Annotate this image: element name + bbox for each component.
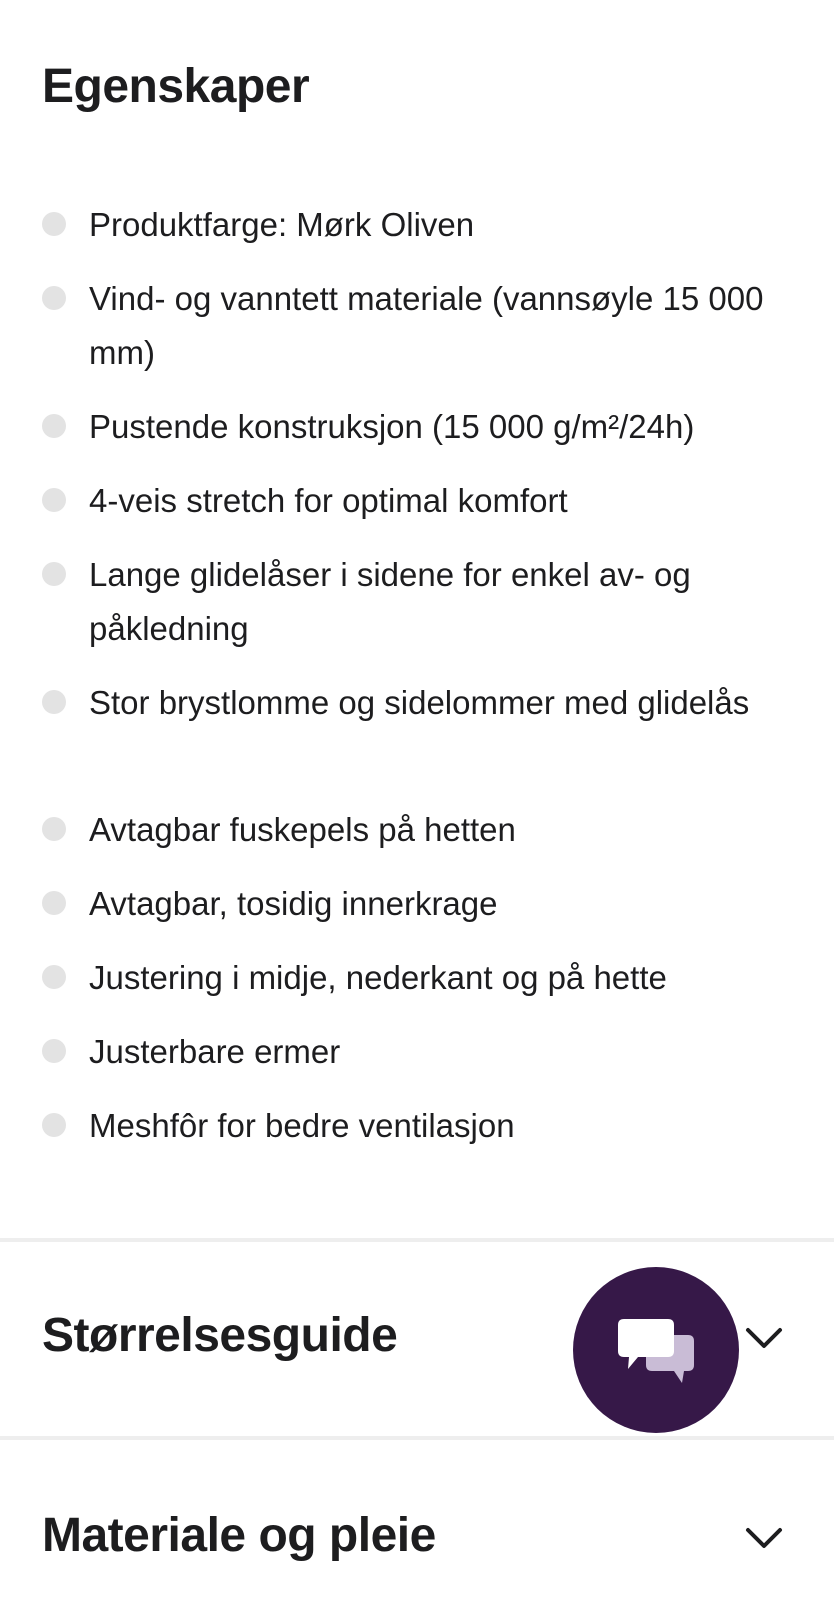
accordion-title: Materiale og pleie (42, 1509, 436, 1562)
chat-bubbles-icon (616, 1313, 698, 1385)
bullet-icon (42, 817, 66, 841)
bullet-icon (42, 562, 66, 586)
bullet-icon (42, 1039, 66, 1063)
bullet-icon (42, 891, 66, 915)
bullet-icon (42, 1113, 66, 1137)
feature-text: Stor brystlomme og sidelommer med glidelås (89, 684, 750, 721)
bullet-icon (42, 488, 66, 512)
feature-text: Vind- og vanntett materiale (vannsøyle 15 000 mm) (89, 280, 764, 371)
feature-text: Meshfôr for bedre ventilasjon (89, 1107, 515, 1144)
feature-text: Justering i midje, nederkant og på hette (89, 959, 667, 996)
feature-text: Avtagbar, tosidig innerkrage (89, 885, 498, 922)
feature-text: Avtagbar fuskepels på hetten (89, 811, 516, 848)
bullet-icon (42, 212, 66, 236)
bullet-icon (42, 965, 66, 989)
features-title: Egenskaper (42, 60, 310, 113)
feature-text: Justerbare ermer (89, 1033, 341, 1070)
feature-text: Lange glidelåser i sidene for enkel av- og påkledning (89, 556, 691, 647)
accordion-material-care[interactable] (0, 1440, 834, 1600)
feature-text: 4-veis stretch for optimal komfort (89, 482, 568, 519)
feature-text: Pustende konstruksjon (15 000 g/m²/24h) (89, 408, 695, 445)
accordion-title: Størrelsesguide (42, 1309, 398, 1362)
chevron-down-icon[interactable] (744, 1526, 784, 1552)
bullet-icon (42, 286, 66, 310)
feature-text: Produktfarge: Mørk Oliven (89, 206, 475, 243)
bullet-icon (42, 414, 66, 438)
chevron-down-icon[interactable] (744, 1326, 784, 1352)
chat-button[interactable] (573, 1267, 739, 1433)
bullet-icon (42, 690, 66, 714)
